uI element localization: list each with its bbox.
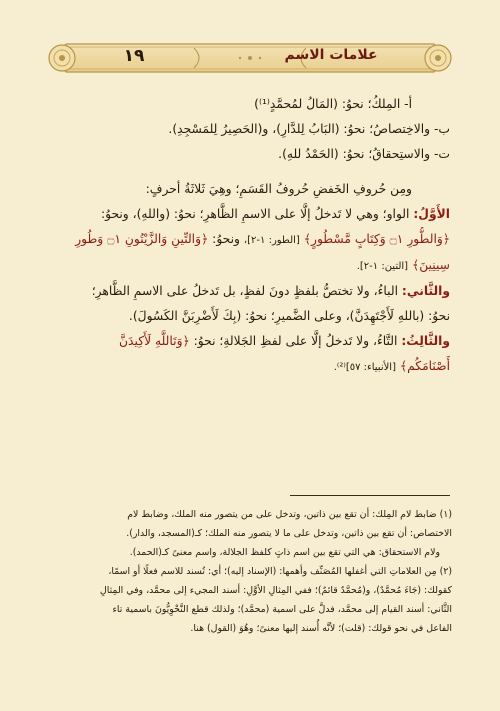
third-paragraph-line-1 <box>48 329 450 354</box>
first-text: الواو؛ وهي لا تَدخلُ إلَّا على الاسمِ الظَّاهرِ؛ نحوُ: (واللهِ)، ونحوُ: <box>100 207 410 221</box>
main-text <box>48 92 450 380</box>
first-paragraph-line-1 <box>48 202 450 227</box>
quran-verse-tin-end: سِينِينَ﴾ <box>411 258 450 272</box>
quran-verse-tur: ﴿وَالطُّورِ ۝١ وَكِتَابٍ مَّسْطُورٍ﴾ <box>303 232 450 246</box>
footnotes <box>48 505 452 638</box>
item-c: ت- والاستِحقاقُ؛ نحوُ: (الحَمْدُ للهِ). <box>278 147 450 161</box>
quran-verse-tin: ﴿وَالتِّينِ وَالزَّيْتُونِ ۝١ وَطُورِ <box>75 232 209 246</box>
footnote-2-line-1: (٢) مِن العلاماتِ التي أغفلها المُصَنِّف وأهمها: (الإسناد إليه)؛ أي: تُسند للاسم فعلًا أو اسمًا، <box>108 566 452 577</box>
page-header <box>44 40 456 76</box>
second-text: الباءُ، ولا تختصُّ بلفظٍ دونَ لفظٍ، بل تَدخلُ على الاسمِ الظَّاهرِ؛ <box>91 284 398 298</box>
ref-anbiya: [الأنبياء: ٥٧]⁽²⁾. <box>333 362 396 373</box>
footnote-separator <box>290 495 450 496</box>
quran-verse-anbiya: ﴿وَتَاللَّهِ لَأَكِيدَنَّ <box>119 334 190 348</box>
first-paragraph-line-3 <box>48 253 450 279</box>
page-number: ١٩ <box>123 46 145 66</box>
third-label: والثَّالِثُ: <box>401 334 450 348</box>
second-paragraph-line-2: نحوُ: (باللهِ لَأَجْتَهِدَنَّ)، وعلى الضَّميرِ؛ نحوُ: (بِكَ لَأَضْرِبَنَّ الكَسُولَ). <box>128 309 450 323</box>
second-paragraph-line-1 <box>48 279 450 304</box>
quran-verse-anbiya-end: أَصْنَامَكُم﴾ <box>399 359 450 373</box>
first-paragraph-line-2 <box>48 227 450 253</box>
third-paragraph-line-2 <box>48 354 450 380</box>
item-a: أ- المِلكُ؛ نحوُ: (المَالُ لمُحمَّدٍ⁽¹⁾) <box>254 97 412 111</box>
footnote-2-line-4: الفاعل في نحو قولك: (قلت)؛ لأنَّه أُسند إليها معنىً؛ وهُوَ (القول) هنا. <box>190 623 452 634</box>
oath-intro: ومِن حُروفِ الخَفضِ حُروفُ القَسَمِ؛ وهِيَ ثَلاثَةُ أحرفٍ: <box>145 182 412 196</box>
footnote-1-line-1: (١) ضابط لام المِلك: أن تقع بين ذاتين، وتدخل على من يتصور منه الملك، وضابط لام <box>127 509 452 520</box>
item-b: ب- والاخِتصاصُ؛ نحوُ: (البَابُ لِلدَّارِ)، و(الحَصِيرُ لِلمَسْجِدِ). <box>168 122 450 136</box>
chapter-title: علامات الاسم <box>284 47 378 63</box>
footnote-1-line-3: ولام الاستحقاق: هي التي تقع بين اسم ذاتٍ كلفظ الجلالة، واسم معنىً كـ(الحمد). <box>129 547 440 558</box>
footnote-2-line-2: كقولك: (جَاءَ مُحمَّدٌ)، و(مُحمَّدٌ قائمٌ)؛ ففي المِثالِ الأوَّلِ: أسند المجيء إلى محمَّد، وفي المِثالِ <box>99 585 452 596</box>
ref-tur: [الطور: ١-٢]، <box>243 235 300 246</box>
first-label: الأَوَّلُ: <box>413 207 450 221</box>
third-text: التَّاءُ، ولا تَدخلُ إلَّا على لفظِ الجَلالةِ؛ نحوُ: <box>193 334 398 348</box>
footnote-1-line-2: الاختصاص: أن تقع بين ذاتين، وتدخل على ما لا يتصور منه الملك؛ كـ(المسجد، والدار). <box>126 528 452 539</box>
ref-tin: [التين: ١-٢]. <box>356 261 409 272</box>
first-and: ونحوُ: <box>212 232 240 246</box>
second-label: والثَّاني: <box>401 284 450 298</box>
footnote-2-line-3: الثَّاني: أسند القيام إلى محمَّد، فدلَّ على اسمية (محمَّد)؛ ولذلك قطع النَّحْوِيُّونَ باسمية تاء <box>112 604 452 615</box>
